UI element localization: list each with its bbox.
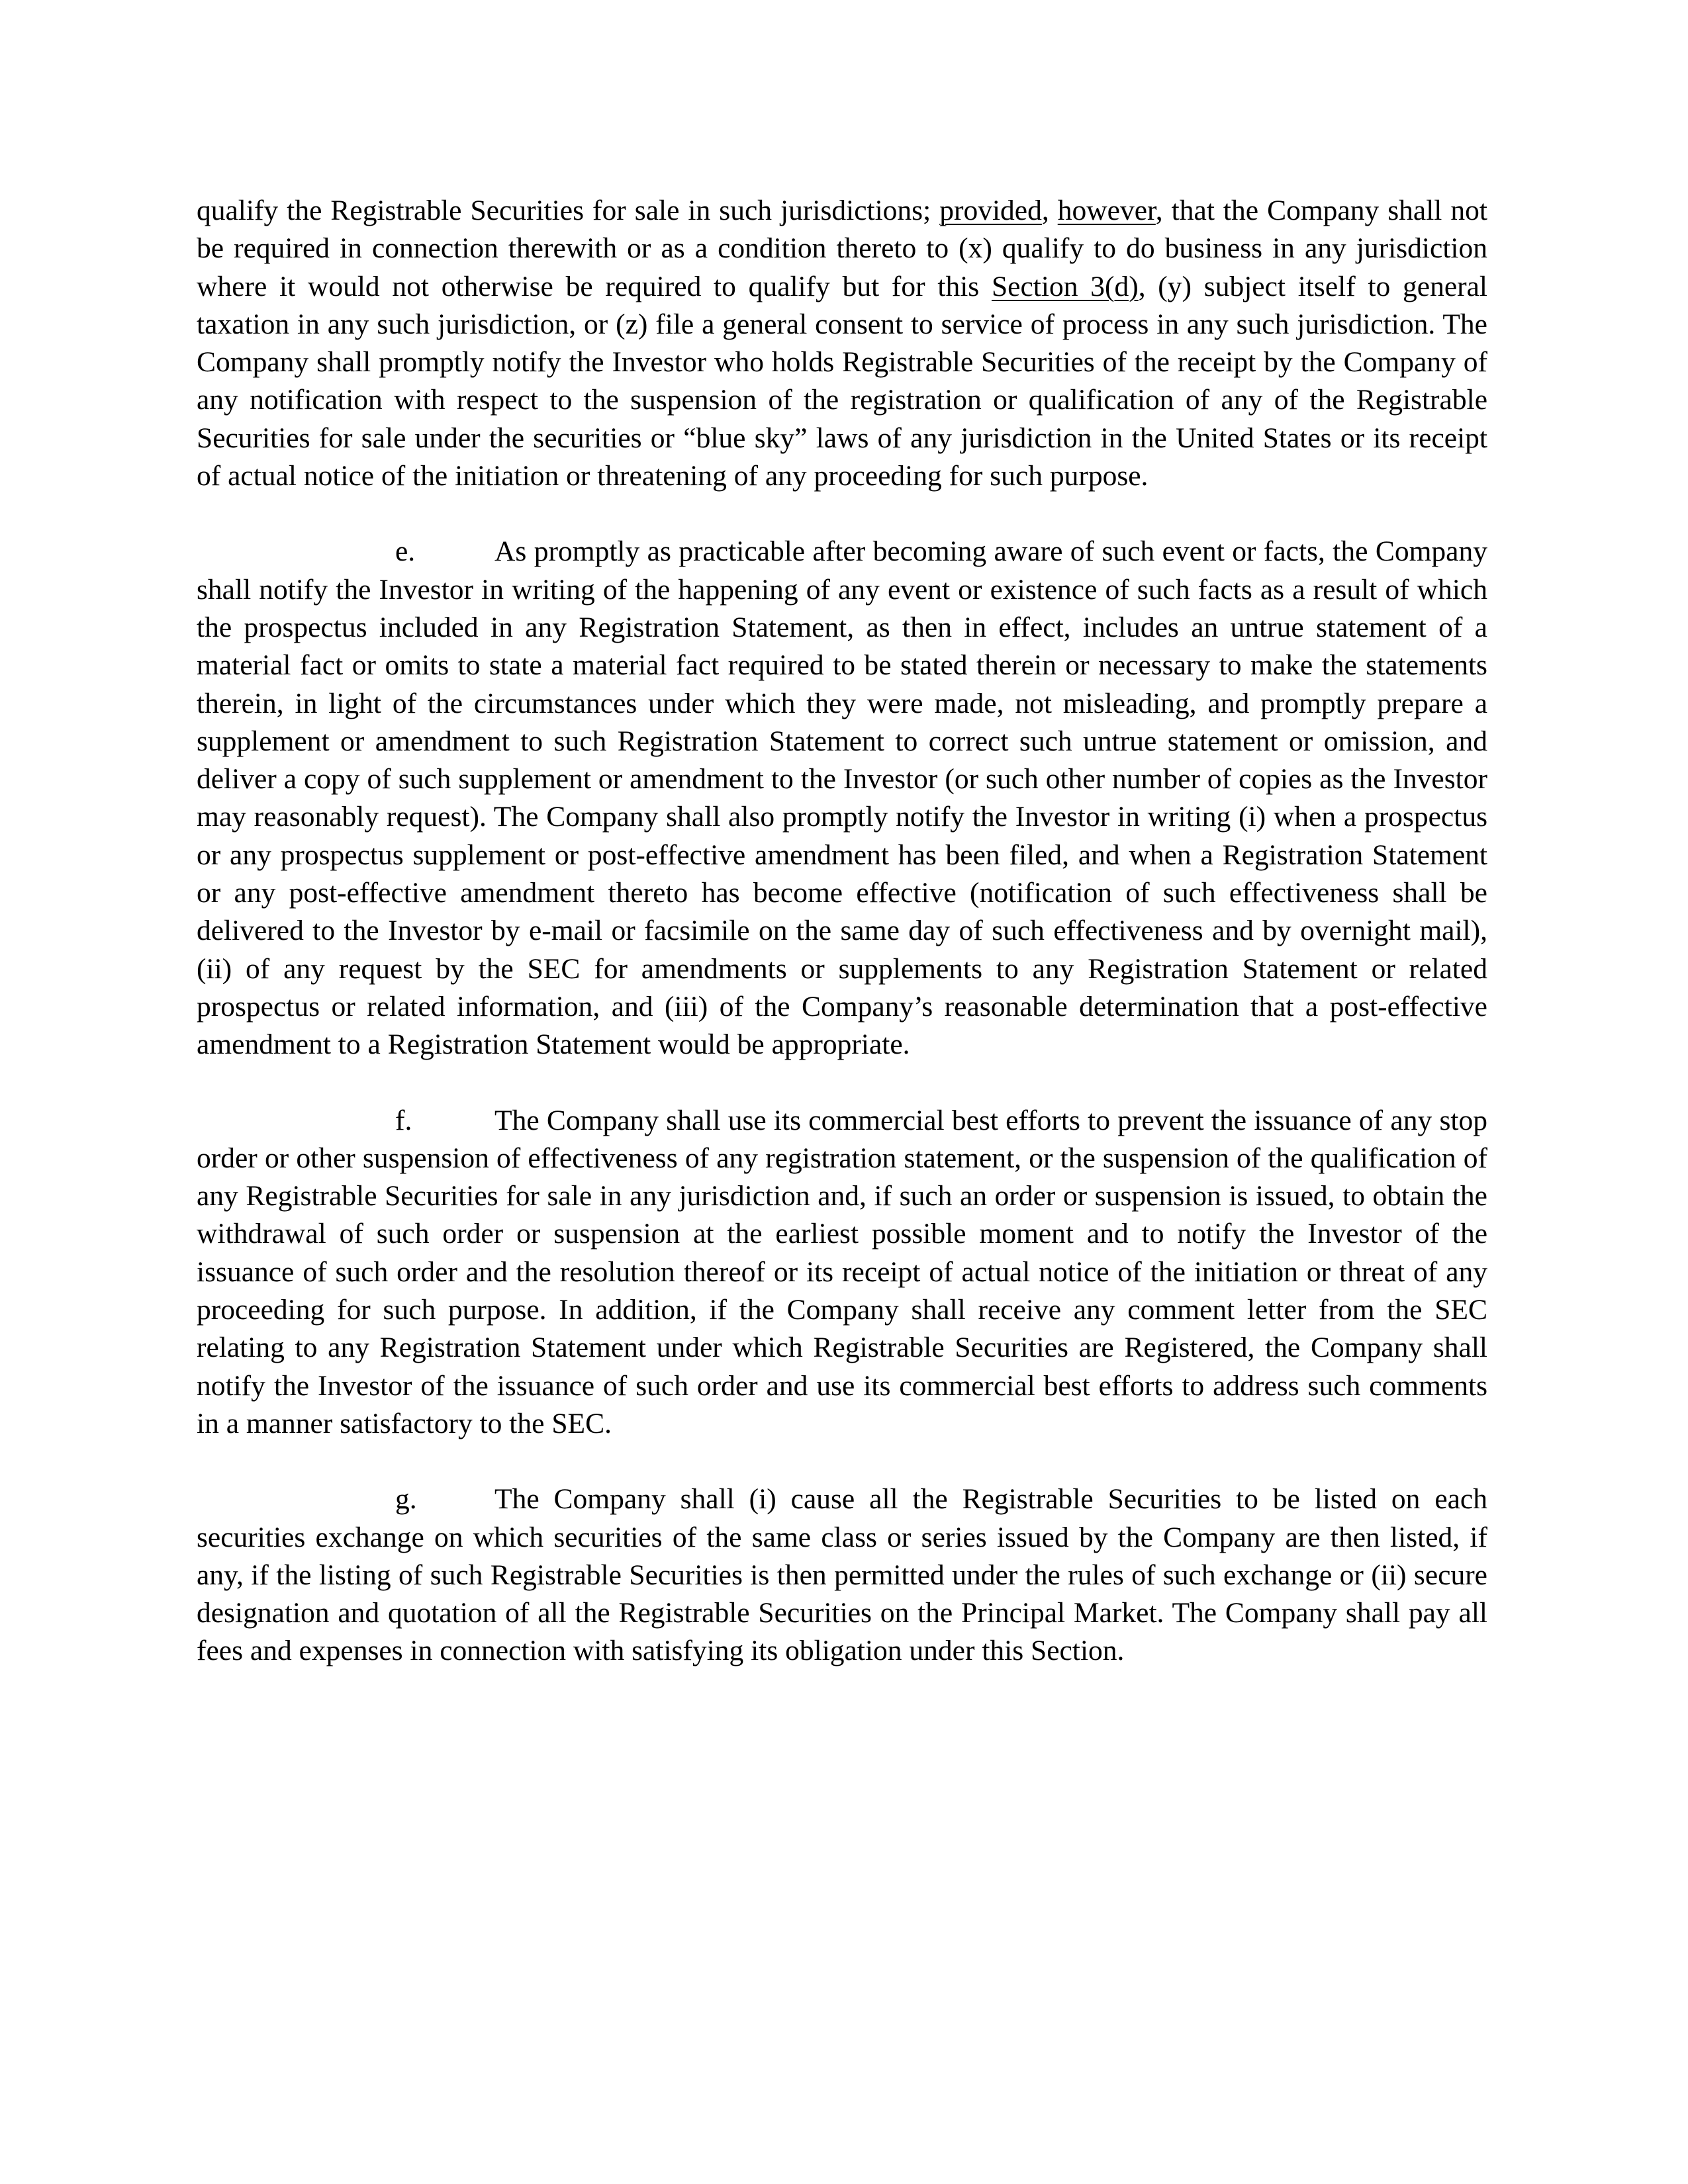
paragraph-letter: f. <box>395 1104 412 1136</box>
paragraph-text: , (y) subject itself to general taxation in any such jurisdiction, or (z) file a general consent to service of process in any such jurisdiction. The Company shall promptly notify the Investor who holds Registrable Securities of the receipt by the Company of any notification with respect to the suspension of the registration or qualification of any of the Registrable Securities for sale under the securities or “blue sky” laws of any jurisdiction in the United States or its receipt of actual notice of the initiation or threatening of any proceeding for such purpose. <box>197 270 1488 492</box>
section-reference: Section 3(d) <box>991 270 1139 302</box>
paragraph-letter: e. <box>395 535 416 568</box>
provided-term: provided <box>939 195 1042 226</box>
paragraph-text: The Company shall use its commercial best efforts to prevent the issuance of any stop order or other suspension of effectiveness of any registration statement, or the suspension of the qualification of any Registrable Securities for sale in any jurisdiction and, if such an order or suspension is issued, to obtain the withdrawal of such order or suspension at the earliest possible moment and to notify the Investor of the issuance of such order and the resolution thereof or its receipt of actual notice of the initiation or threat of any proceeding for such purpose. In addition, if the Company shall receive any comment letter from the SEC relating to any Registration Statement under which Registrable Securities are Registered, the Company shall notify the Investor of the issuance of such order and use its commercial best efforts to address such comments in a manner satisfactory to the SEC. <box>197 1104 1487 1439</box>
paragraph-d-continuation <box>197 192 1487 495</box>
paragraph-text: qualify the Registrable Securities for sale in such jurisdictions; <box>197 195 940 226</box>
however-term: however <box>1057 195 1156 226</box>
paragraph-letter: g. <box>395 1483 417 1516</box>
document-page <box>197 192 1487 1708</box>
paragraph-g <box>197 1480 1487 1670</box>
paragraph-text: As promptly as practicable after becoming aware of such event or facts, the Company shall notify the Investor in writing of the happening of any event or existence of such facts as a result of which the prospectus included in any Registration Statement, as then in effect, includes an untrue statement of a material fact or omits to state a material fact required to be stated therein or necessary to make the statements therein, in light of the circumstances under which they were made, not misleading, and promptly prepare a supplement or amendment to such Registration Statement to correct such untrue statement or omission, and deliver a copy of such supplement or amendment to the Investor (or such other number of copies as the Investor may reasonably request). The Company shall also promptly notify the Investor in writing (i) when a prospectus or any prospectus supplement or post-effective amendment has been filed, and when a Registration Statement or any post-effective amendment thereto has become effective (notification of such effectiveness shall be delivered to the Investor by e-mail or facsimile on the same day of such effectiveness and by overnight mail), (ii) of any request by the SEC for amendments or supplements to any Registration Statement or related prospectus or related information, and (iii) of the Company’s reasonable determination that a post-effective amendment to a Registration Statement would be appropriate. <box>197 535 1487 1061</box>
paragraph-text: , <box>1041 195 1058 226</box>
paragraph-f <box>197 1102 1487 1443</box>
paragraph-text: , that the Company shall not be required in connection therewith or as a condition thereto to (x) qualify to do business in any jurisdiction where it would not otherwise be required to qualify but for this <box>197 195 1487 302</box>
paragraph-text: The Company shall (i) cause all the Registrable Securities to be listed on each securities exchange on which securities of the same class or series issued by the Company are then listed, if any, if the listing of such Registrable Securities is then permitted under the rules of such exchange or (ii) secure designation and quotation of all the Registrable Securities on the Principal Market. The Company shall pay all fees and expenses in connection with satisfying its obligation under this Section. <box>197 1483 1487 1667</box>
paragraph-e <box>197 533 1487 1064</box>
